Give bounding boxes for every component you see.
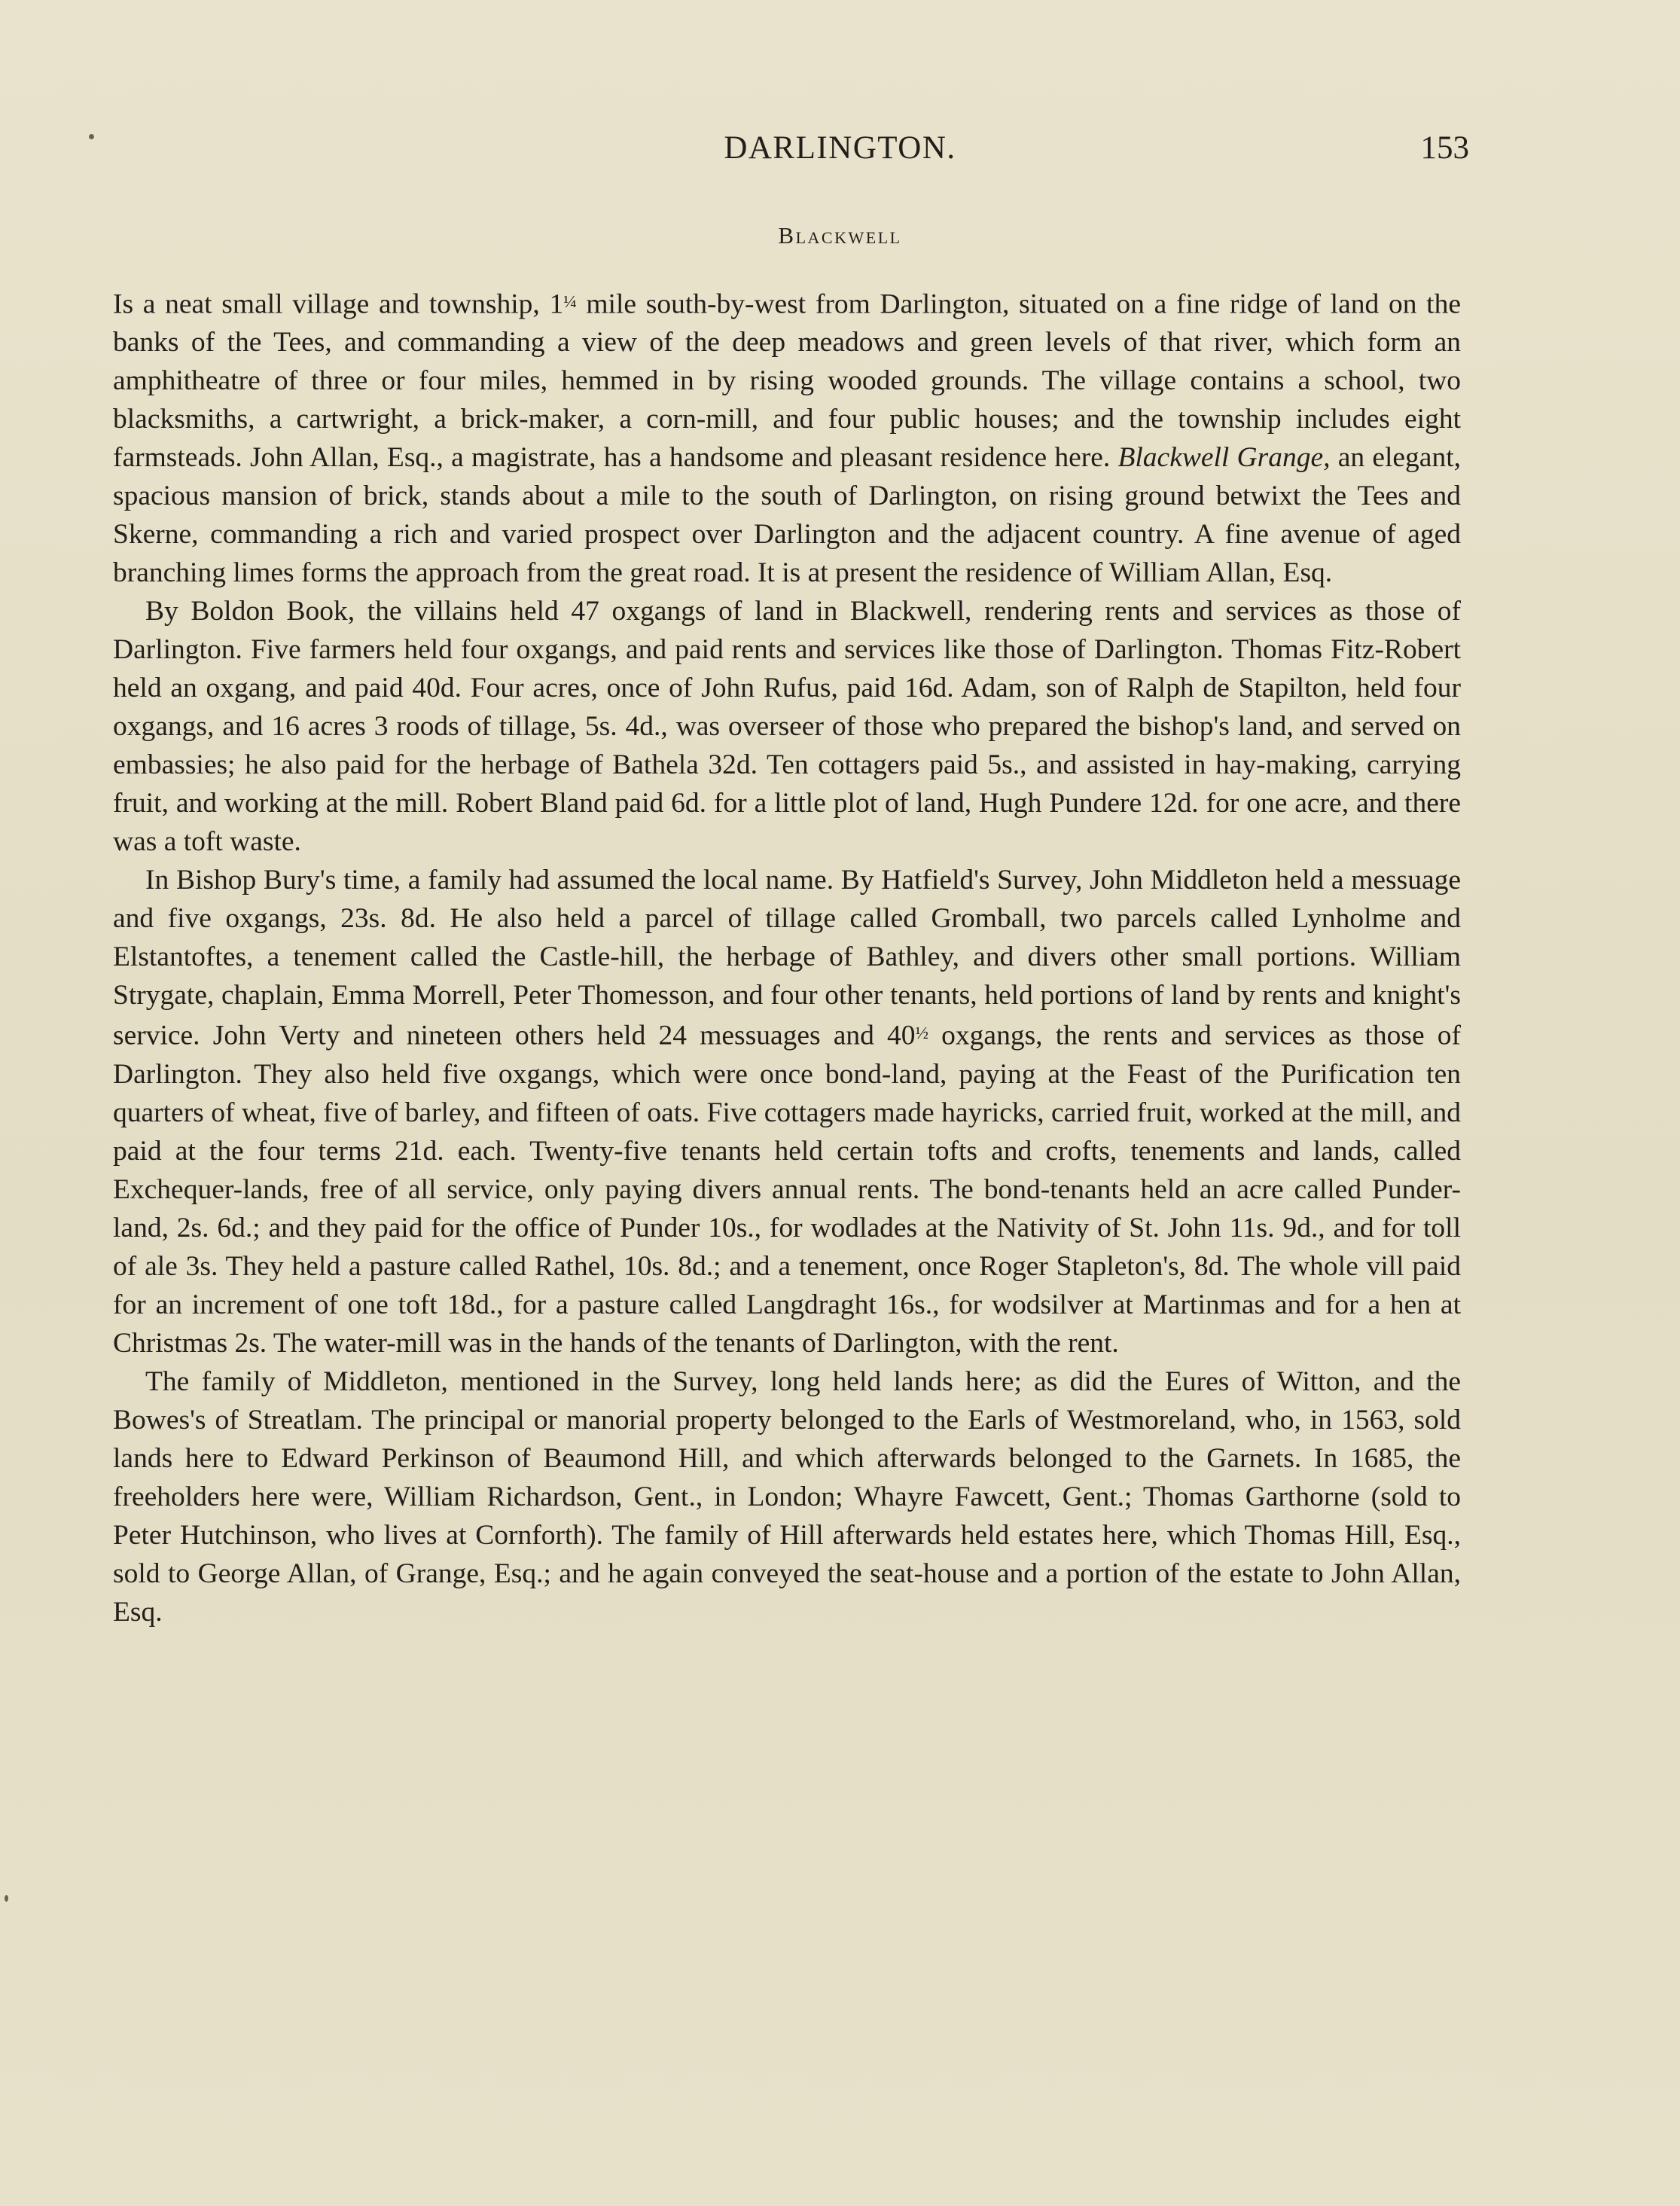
paragraph-text: In Bishop Bury's time, a family had assumed the local name. By Hatfield's Survey, John Middleton held a messuage and five oxgangs, 23s. 8d. He also held a parcel of tillage called Gromball, two parcels called Lynholme and Elstantoftes, a tenement called the Castle-hill, the herbage of Bathley, and divers other small portions. William Strygate, chaplain, Emma Morrell, Peter Thomesson, and four other tenants, held portions of land by rents and knight's service. John Verty and nineteen others held 24 messuages and 40 bbox=[113, 865, 1461, 1051]
page-speck bbox=[5, 1895, 8, 1902]
paragraph-4: The family of Middleton, mentioned in the Survey, long held lands here; as did the Eures of Witton, and the Bowes's of Streatlam. The principal or manorial property belonged to the Earls of Westmoreland, who, in 1563, sold lands here to Edward Perkinson of Beaumond Hill, and which afterwards belonged to the Garnets. In 1685, the freeholders here were, William Richardson, Gent., in London; Whayre Fawcett, Gent.; Thomas Garthorne (sold to Peter Hutchinson, who lives at Cornforth). The family of Hill afterwards held estates here, which Thomas Hill, Esq., sold to George Allan, of Grange, Esq.; and he again conveyed the seat-house and a portion of the estate to John Allan, Esq. bbox=[113, 1365, 1461, 1628]
paragraph-text: an elegant, spacious mansion of brick, stands about a mile to the south of Darlington, on rising ground betwixt the Tees and Skerne, commanding a rich and varied prospect over Darlington and the adjacent country. A fine avenue of aged branching limes forms the approach from the great road. It is at present the residence of William Allan, Esq. bbox=[113, 442, 1461, 589]
paragraph-2: By Boldon Book, the villains held 47 oxgangs of land in Blackwell, rendering rents and services as those of Darlington. Five farmers held four oxgangs, and paid rents and services like those of Darlington. Thomas Fitz-Robert held an oxgang, and paid 40d. Four acres, once of John Rufus, paid 16d. Adam, son of Ralph de Stapilton, held four oxgangs, and 16 acres 3 roods of tillage, 5s. 4d., was overseer of those who prepared the bishop's land, and served on embassies; he also paid for the herbage of Bathela 32d. Ten cottagers paid 5s., and assisted in hay-making, carrying fruit, and working at the mill. Robert Bland paid 6d. for a little plot of land, Hugh Pundere 12d. for one acre, and there was a toft waste. bbox=[113, 596, 1461, 858]
paragraph-3 bbox=[113, 861, 1461, 1362]
italic-place-name: Blackwell Grange, bbox=[1117, 442, 1331, 474]
running-title: DARLINGTON. bbox=[724, 130, 956, 166]
body-text bbox=[113, 283, 1461, 1631]
fraction-half: ½ bbox=[915, 1024, 928, 1044]
section-heading: Blackwell bbox=[778, 222, 902, 249]
page-number: 153 bbox=[1420, 130, 1469, 166]
running-header bbox=[0, 130, 1680, 175]
paragraph-text: Is a neat small village and township, 1 bbox=[113, 288, 564, 320]
paragraph-1 bbox=[113, 283, 1461, 592]
paragraph-text: mile south-by-west from Darlington, situated on a fine ridge of land on the banks of the Tees, and commanding a view of the deep meadows and green levels of that river, which form an amphitheatre of three or four miles, hemmed in by rising wooded grounds. The village contains a school, two blacksmiths, a cartwright, a brick-maker, a corn-mill, and four public houses; and the township includes eight farmsteads. John Allan, Esq., a magistrate, has a handsome and pleasant residence here. bbox=[113, 288, 1461, 474]
fraction-quarter: ¼ bbox=[563, 292, 577, 312]
paragraph-text: oxgangs, the rents and services as those of Darlington. They also held five oxgangs, which were once bond-land, paying at the Feast of the Purification ten quarters of wheat, five of barley, and fifteen of oats. Five cottagers made hayricks, carried fruit, worked at the mill, and paid at the four terms 21d. each. Twenty-five tenants held certain tofts and crofts, tenements and lands, called Exchequer-lands, free of all service, only paying divers annual rents. The bond-tenants held an acre called Punder-land, 2s. 6d.; and they paid for the office of Punder 10s., for wodlades at the Nativity of St. John 11s. 9d., and for toll of ale 3s. They held a pasture called Rathel, 10s. 8d.; and a tenement, once Roger Stapleton's, 8d. The whole vill paid for an increment of one toft 18d., for a pasture called Langdraght 16s., for wodsilver at Martinmas and for a hen at Christmas 2s. The water-mill was in the hands of the tenants of Darlington, with the rent. bbox=[113, 1020, 1461, 1359]
